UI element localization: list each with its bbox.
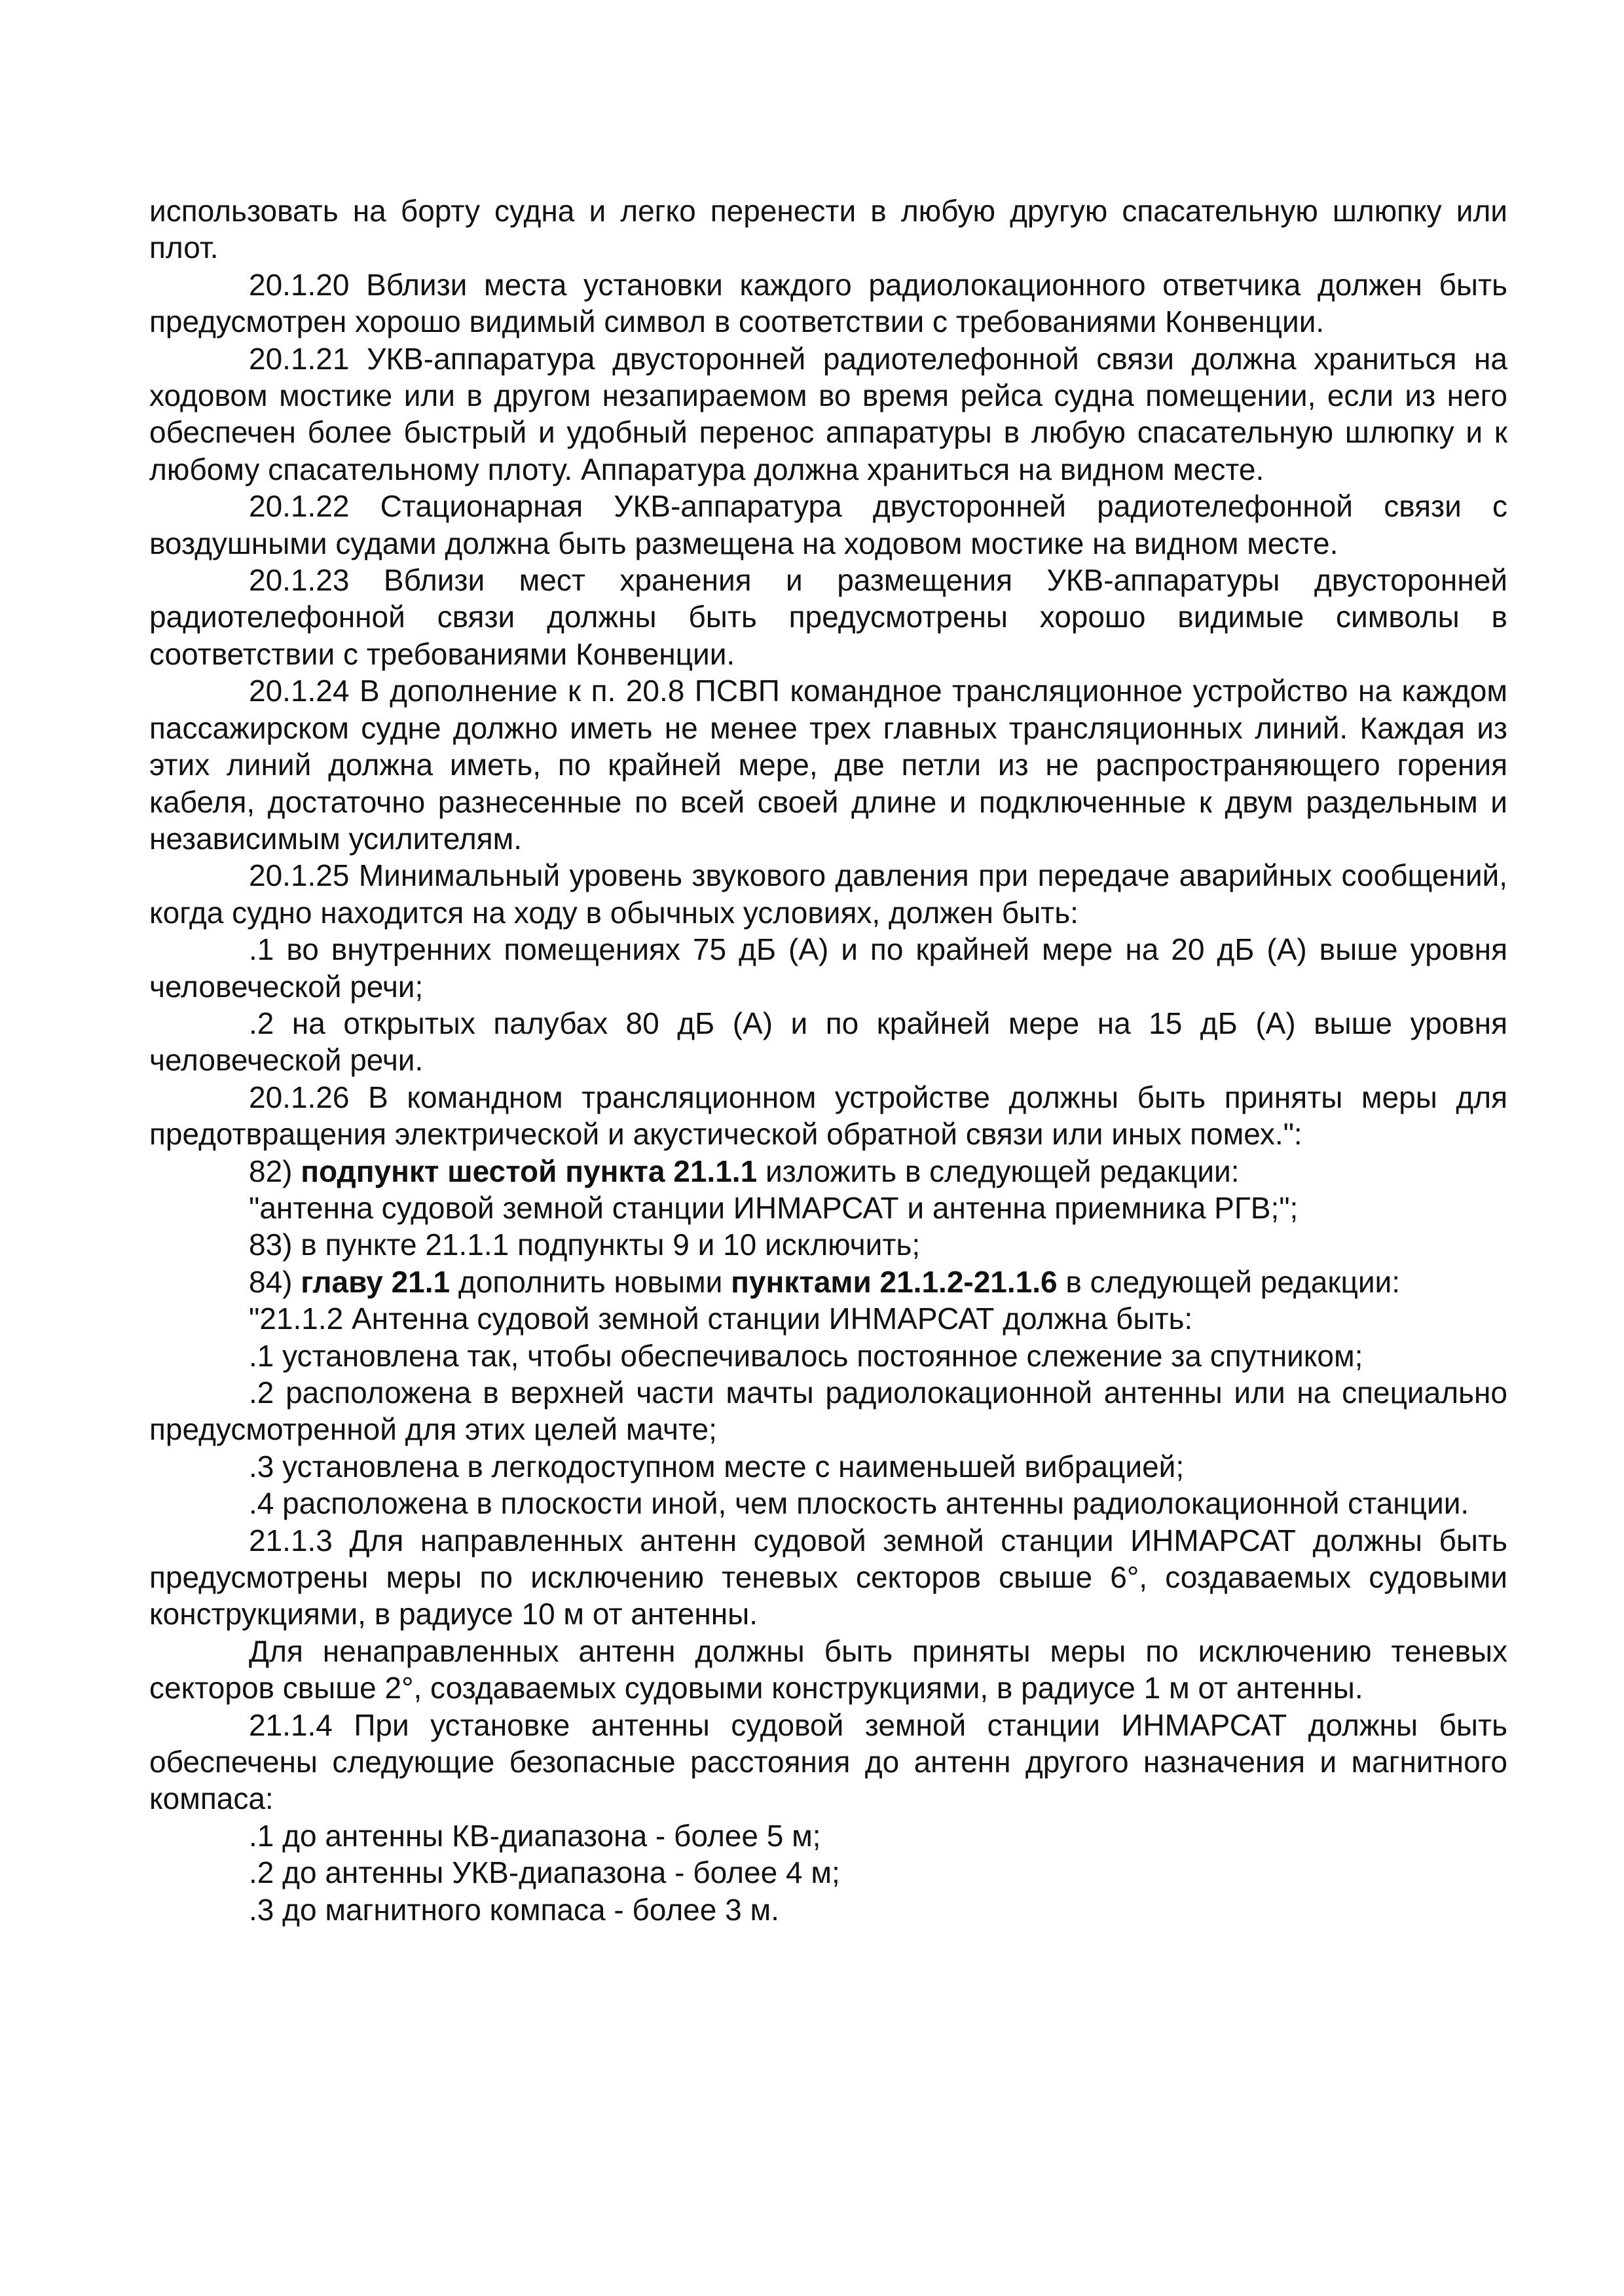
subitem-21-1-2-2: .2 расположена в верхней части мачты радиолокационной антенны или на специально предусмотренной для этих целей мачте; [149, 1376, 1507, 1447]
subitem-21-1-2-1: .1 установлена так, чтобы обеспечивалось постоянное слежение за спутником; [249, 1338, 1363, 1373]
paragraph-20-1-24: 20.1.24 В дополнение к п. 20.8 ПСВП командное трансляционное устройство на каждом пассажирском судне должно иметь не менее трех главных трансляционных линий. Каждая из этих линий должна иметь, по крайней мере, две петли из не распространяющего горения кабеля, достаточно разнесенные по всей своей длине и подключенные к двум раздельным и независимым усилителям. [149, 674, 1507, 856]
paragraph-20-1-21: 20.1.21 УКВ-аппаратура двусторонней радиотелефонной связи должна храниться на ходовом мостике или в другом незапираемом во время рейса судна помещении, если из него обеспечен более быстрый и удобный перенос аппаратуры в любую спасательную шлюпку и к любому спасательному плоту. Аппаратура должна храниться на видном месте. [149, 341, 1507, 486]
subitem-21-1-2-4: .4 расположена в плоскости иной, чем плоскость антенны радиолокационной станции. [249, 1486, 1469, 1521]
amendment-82-number: 82) [249, 1154, 301, 1188]
amendment-84-bold-items: пунктами 21.1.2-21.1.6 [731, 1264, 1058, 1299]
paragraph-21-1-4: 21.1.4 При установке антенны судовой земной станции ИНМАРСАТ должны быть обеспечены следующие безопасные расстояния до антенн другого назначения и магнитного компаса: [149, 1707, 1507, 1816]
paragraph-20-1-20: 20.1.20 Вблизи места установки каждого радиолокационного ответчика должен быть предусмотрен хорошо видимый символ в соответствии с требованиями Конвенции. [149, 267, 1507, 339]
document-body [149, 192, 1507, 1928]
amendment-82-tail: изложить в следующей редакции: [757, 1154, 1240, 1188]
subitem-21-1-4-1: .1 до антенны КВ-диапазона - более 5 м; [249, 1818, 821, 1853]
subitem-21-1-2-3: .3 установлена в легкодоступном месте с наименьшей вибрацией; [249, 1449, 1185, 1484]
amendment-82 [149, 1153, 1507, 1190]
paragraph-21-1-2: "21.1.2 Антенна судовой земной станции ИНМАРСАТ должна быть: [249, 1302, 1193, 1336]
subitem-21-1-4-3: .3 до магнитного компаса - более 3 м. [249, 1892, 779, 1927]
amendment-84-bold-chapter: главу 21.1 [301, 1264, 451, 1299]
subitem-20-1-25-1: .1 во внутренних помещениях 75 дБ (А) и по крайней мере на 20 дБ (А) выше уровня человеческой речи; [149, 932, 1507, 1004]
amendment-84-mid: дополнить новыми [450, 1264, 731, 1299]
amendment-82-text: "антенна судовой земной станции ИНМАРСАТ и антенна приемника РГВ;"; [249, 1190, 1299, 1225]
paragraph-20-1-25: 20.1.25 Минимальный уровень звукового давления при передаче аварийных сообщений, когда судно находится на ходу в обычных условиях, должен быть: [149, 858, 1507, 930]
subitem-20-1-25-2: .2 на открытых палубах 80 дБ (А) и по крайней мере на 15 дБ (А) выше уровня человеческой речи. [149, 1006, 1507, 1078]
paragraph-21-1-3: 21.1.3 Для направленных антенн судовой земной станции ИНМАРСАТ должны быть предусмотрены меры по исключению теневых секторов свыше 6°, создаваемых судовыми конструкциями, в радиусе 10 м от антенны. [149, 1523, 1507, 1631]
amendment-84 [149, 1264, 1507, 1300]
paragraph-continuation: использовать на борту судна и легко перенести в любую другую спасательную шлюпку или плот. [149, 194, 1507, 265]
amendment-83: 83) в пункте 21.1.1 подпункты 9 и 10 исключить; [249, 1228, 921, 1262]
amendment-84-tail: в следующей редакции: [1057, 1264, 1400, 1299]
paragraph-21-1-3-nondirectional: Для ненаправленных антенн должны быть приняты меры по исключению теневых секторов свыше 2°, создаваемых судовыми конструкциями, в радиусе 1 м от антенны. [149, 1633, 1507, 1705]
paragraph-20-1-26: 20.1.26 В командном трансляционном устройстве должны быть приняты меры для предотвращения электрической и акустической обратной связи или иных помех.": [149, 1080, 1507, 1152]
paragraph-20-1-22: 20.1.22 Стационарная УКВ-аппаратура двусторонней радиотелефонной связи с воздушными судами должна быть размещена на ходовом мостике на видном месте. [149, 489, 1507, 560]
amendment-84-number: 84) [249, 1264, 301, 1299]
amendment-82-bold-target: подпункт шестой пункта 21.1.1 [301, 1154, 758, 1188]
subitem-21-1-4-2: .2 до антенны УКВ-диапазона - более 4 м; [249, 1855, 840, 1890]
paragraph-20-1-23: 20.1.23 Вблизи мест хранения и размещения УКВ-аппаратуры двусторонней радиотелефонной связи должны быть предусмотрены хорошо видимые символы в соответствии с требованиями Конвенции. [149, 563, 1507, 671]
